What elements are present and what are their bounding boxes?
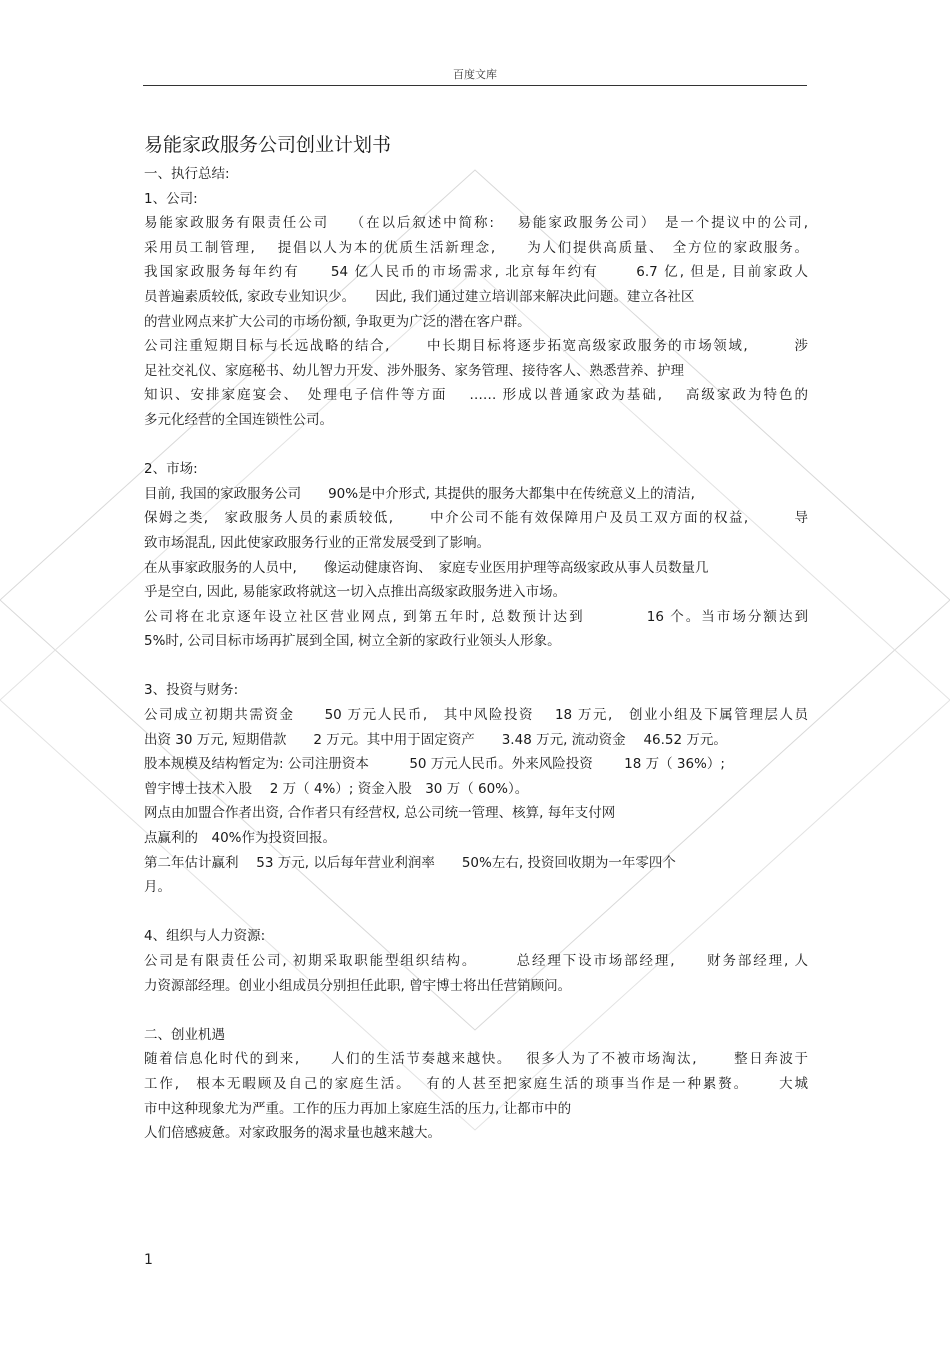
text-line: 目前, 我国的家政服务公司 90%是中介形式, 其提供的服务大都集中在传统意义上的清洁,	[144, 485, 695, 502]
text-line: 公司将在北京逐年设立社区营业网点, 到第五年时, 总数预计达到 16 个。当市场分额达到	[144, 608, 808, 625]
text-line: 致市场混乱, 因此使家政服务行业的正常发展受到了影响。	[144, 534, 491, 551]
text-line: 公司注重短期目标与长远战略的结合, 中长期目标将逐步拓宽高级家政服务的市场领域, 涉	[144, 338, 808, 355]
text-line: 4、组织与人力资源:	[144, 928, 266, 945]
text-line: 多元化经营的全国连锁性公司。	[144, 411, 333, 428]
paragraph-gap	[144, 433, 808, 458]
text-line: 在从事家政服务的人员中, 像运动健康咨询、 家庭专业医用护理等高级家政从事人员数量几	[144, 559, 709, 576]
paragraph-gap	[144, 654, 808, 679]
text-line: 采用员工制管理, 提倡以人为本的优质生活新理念, 为人们提供高质量、 全方位的家政服务。	[144, 239, 808, 256]
text-line: 网点由加盟合作者出资, 合作者只有经营权, 总公司统一管理、核算, 每年支付网	[144, 805, 616, 822]
paragraph-gap	[144, 900, 808, 925]
page-number: 1	[144, 1252, 153, 1268]
text-line: 公司成立初期共需资金 50 万元人民币, 其中风险投资 18 万元, 创业小组及下属管理层人员	[144, 707, 808, 724]
text-line: 公司是有限责任公司, 初期采取职能型组织结构。 总经理下设市场部经理, 财务部经理, 人	[144, 953, 808, 969]
text-line: 易能家政服务有限责任公司 （在以后叙述中简称: 易能家政服务公司） 是一个提议中的公司,	[144, 215, 808, 232]
text-line: 1、公司:	[144, 190, 198, 207]
paragraph-gap	[144, 998, 808, 1023]
document-lines	[144, 162, 808, 1146]
text-line: 一、执行总结:	[144, 166, 230, 182]
text-line: 的营业网点来扩大公司的市场份额, 争取更为广泛的潜在客户群。	[144, 313, 531, 330]
text-line: 5%时, 公司目标市场再扩展到全国, 树立全新的家政行业领头人形象。	[144, 633, 561, 650]
text-line: 保姆之类, 家政服务人员的素质较低, 中介公司不能有效保障用户及员工双方面的权益, 导	[144, 510, 808, 527]
text-line: 足社交礼仪、家庭秘书、幼儿智力开发、涉外服务、家务管理、接待客人、熟悉营养、护理	[144, 362, 684, 379]
text-line: 工作, 根本无暇顾及自己的家庭生活。 有的人甚至把家庭生活的琐事当作是一种累赘。 大城	[144, 1075, 808, 1092]
document-body	[144, 128, 808, 1146]
text-line: 月。	[144, 879, 171, 896]
text-line: 2、市场:	[144, 461, 198, 478]
text-line: 员普遍素质较低, 家政专业知识少。 因此, 我们通过建立培训部来解决此问题。建立各社区	[144, 288, 695, 305]
text-line: 3、投资与财务:	[144, 682, 239, 699]
text-line: 力资源部经理。创业小组成员分别担任此职, 曾宇博士将出任营销顾问。	[144, 977, 572, 994]
text-line: 人们倍感疲惫。对家政服务的渴求量也越来越大。	[144, 1125, 441, 1142]
text-line: 点赢利的 40%作为投资回报。	[144, 830, 337, 847]
text-line: 第二年估计赢利 53 万元, 以后每年营业利润率 50%左右, 投资回收期为一年零四个	[144, 854, 676, 871]
header-divider	[143, 85, 807, 86]
document-title: 易能家政服务公司创业计划书	[144, 134, 392, 156]
header-site-name: 百度文库	[453, 68, 497, 81]
text-line: 随着信息化时代的到来, 人们的生活节奏越来越快。 很多人为了不被市场淘汰, 整日奔波于	[144, 1051, 808, 1068]
text-line: 知识、安排家庭宴会、 处理电子信件等方面 …… 形成以普通家政为基础, 高级家政为特色的	[144, 387, 808, 404]
text-line: 乎是空白, 因此, 易能家政将就这一切入点推出高级家政服务进入市场。	[144, 584, 567, 601]
text-line: 市中这种现象尤为严重。工作的压力再加上家庭生活的压力, 让都市中的	[144, 1100, 572, 1117]
text-line: 二、创业机遇	[144, 1026, 225, 1043]
text-line: 出资 30 万元, 短期借款 2 万元。其中用于固定资产 3.48 万元, 流动资金 46.52 万元。	[144, 731, 727, 748]
text-line: 股本规模及结构暂定为: 公司注册资本 50 万元人民币。外来风险投资 18 万（ 36%）;	[144, 756, 725, 773]
text-line: 曾宇博士技术入股 2 万（ 4%）; 资金入股 30 万（ 60%）。	[144, 780, 529, 797]
text-line: 我国家政服务每年约有 54 亿人民币的市场需求, 北京每年约有 6.7 亿, 但是, 目前家政人	[144, 264, 808, 281]
